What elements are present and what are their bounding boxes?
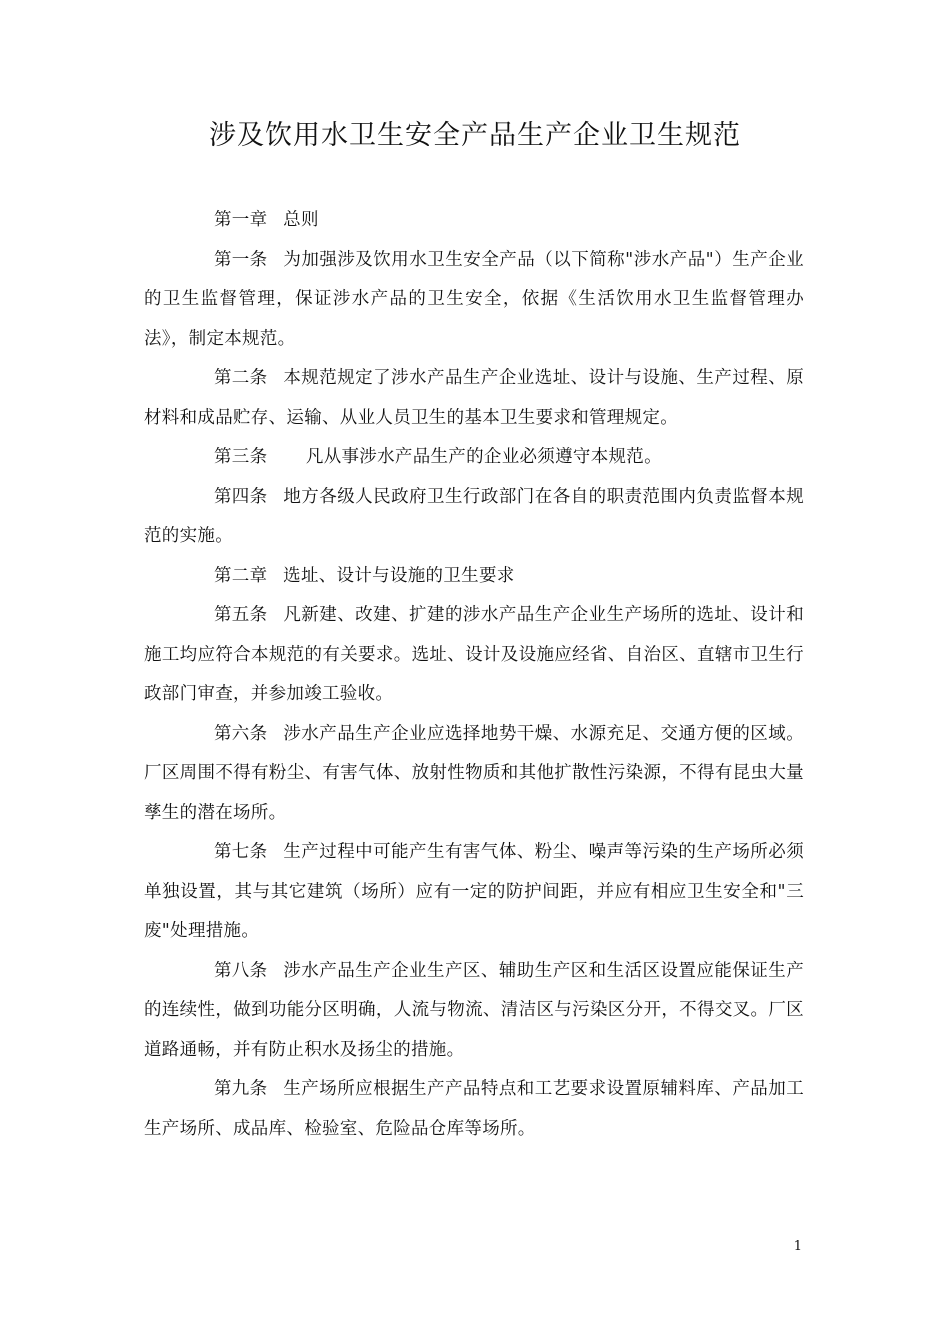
page-number: 1 [793, 1239, 802, 1254]
article-text: 生产场所应根据生产产品特点和工艺要求设置原辅料库、产品加工生产场所、成品库、检验室、危险品仓库等场所。 [144, 1079, 804, 1139]
chapter-label: 第二章 [214, 565, 268, 586]
article-label: 第四条 [214, 486, 268, 507]
article-6 [144, 715, 804, 834]
article-1 [144, 241, 804, 360]
article-label: 第九条 [214, 1079, 268, 1099]
chapter-heading-1 [144, 201, 804, 241]
article-8 [144, 952, 804, 1071]
article-2 [144, 359, 804, 438]
article-text: 为加强涉及饮用水卫生安全产品（以下简称"涉水产品"）生产企业的卫生监督管理，保证涉水产品的卫生安全，依据《生活饮用水卫生监督管理办法》，制定本规范。 [144, 249, 804, 349]
chapter-label: 第一章 [214, 210, 268, 230]
article-text: 地方各级人民政府卫生行政部门在各自的职责范围内负责监督本规范的实施。 [144, 486, 804, 546]
article-text: 本规范规定了涉水产品生产企业选址、设计与设施、生产过程、原材料和成品贮存、运输、从业人员卫生的基本卫生要求和管理规定。 [144, 368, 804, 428]
article-label: 第八条 [214, 960, 268, 981]
article-text: 凡新建、改建、扩建的涉水产品生产企业生产场所的选址、设计和施工均应符合本规范的有关要求。选址、设计及设施应经省、自治区、直辖市卫生行政部门审查，并参加竣工验收。 [144, 605, 804, 704]
article-5 [144, 596, 804, 715]
article-label: 第五条 [214, 605, 268, 625]
article-label: 第七条 [214, 842, 268, 862]
article-text: 生产过程中可能产生有害气体、粉尘、噪声等污染的生产场所必须单独设置，其与其它建筑（场所）应有一定的防护间距，并应有相应卫生安全和"三废"处理措施。 [144, 842, 804, 941]
article-text: 涉水产品生产企业应选择地势干燥、水源充足、交通方便的区域。厂区周围不得有粉尘、有害气体、放射性物质和其他扩散性污染源，不得有昆虫大量孳生的潜在场所。 [144, 723, 804, 823]
document-body [144, 201, 804, 1149]
article-label: 第三条 [214, 447, 268, 467]
article-9 [144, 1070, 804, 1149]
chapter-heading-2 [144, 557, 804, 597]
article-7 [144, 833, 804, 952]
document-title: 涉及饮用水卫生安全产品生产企业卫生规范 [209, 120, 741, 151]
article-4 [144, 478, 804, 557]
chapter-title: 总则 [283, 210, 319, 230]
chapter-title: 选址、设计与设施的卫生要求 [283, 565, 515, 586]
article-text: 涉水产品生产企业生产区、辅助生产区和生活区设置应能保证生产的连续性，做到功能分区明确，人流与物流、清洁区与污染区分开，不得交叉。厂区道路通畅，并有防止积水及扬尘的措施。 [144, 960, 804, 1060]
article-3 [144, 438, 804, 478]
article-text: 凡从事涉水产品生产的企业必须遵守本规范。 [305, 447, 662, 467]
article-label: 第二条 [214, 368, 268, 388]
article-label: 第一条 [214, 249, 268, 270]
article-label: 第六条 [214, 723, 268, 744]
